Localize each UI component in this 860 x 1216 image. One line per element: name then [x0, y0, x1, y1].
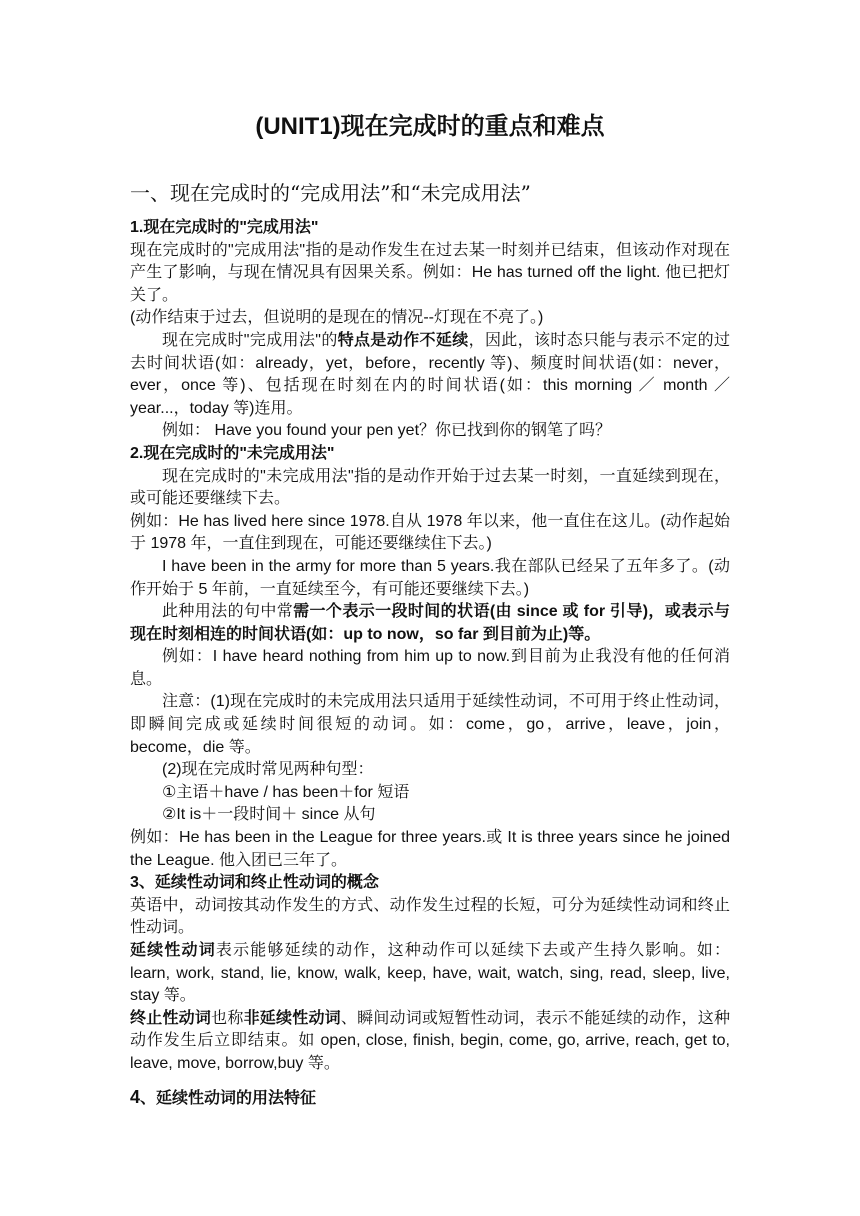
paragraph	[130, 1008, 730, 1076]
document-body	[130, 217, 730, 1111]
paragraph: (动作结束于过去，但说明的是现在的情况--灯现在不亮了。)	[130, 309, 544, 327]
heading-text: 、延续性动词的用法特征	[140, 1089, 317, 1107]
section-heading: 一、现在完成时的“完成用法”和“未完成用法”	[130, 181, 531, 205]
bold-text-run: 特点是动作不延续	[337, 331, 469, 349]
text-run: 此种用法的句中常	[162, 603, 294, 621]
paragraph: 例如： Have you found your pen yet？你已找到你的钢笔了吗？	[162, 422, 612, 440]
paragraph: 现在完成时的"完成用法"指的是动作发生在过去某一时刻并已结束，但该动作对现在产生了影响，与现在情况具有因果关系。例如：He has turned off the light. 他已把灯关了。	[130, 241, 730, 304]
subsection-heading-2: 2.现在完成时的"未完成用法"	[130, 444, 335, 462]
bold-text-run: 非延续性动词	[243, 1009, 341, 1027]
paragraph: 例如：He has been in the League for three years.或 It is three years since he joined the League. 他入团已三年了。	[130, 829, 730, 869]
bold-text-run: 延续性动词	[130, 942, 216, 959]
text-run: 、瞬间动词或短暂性动词，表示不能延续的动作，这种动作发生后立即结束。如 open, close, finish, begin, come, go, arrive, reach, get to, leave, move, borrow,buy 等。	[130, 1009, 730, 1072]
subsection-heading-4	[130, 1085, 730, 1111]
paragraph: 现在完成时的"未完成用法"指的是动作开始于过去某一时刻，一直延续到现在，或可能还要继续下去。	[130, 467, 730, 508]
paragraph: ②It is＋一段时间＋ since 从句	[162, 806, 376, 824]
subsection-heading-3: 3、延续性动词和终止性动词的概念	[130, 874, 379, 892]
paragraph: 例如：He has lived here since 1978.自从 1978 年以来，他一直住在这儿。(动作起始于 1978 年，一直住到现在，可能还要继续住下去。)	[130, 512, 730, 553]
text-run: 现在完成时"完成用法"的	[162, 331, 338, 349]
heading-number: 4	[130, 1086, 141, 1107]
bold-text-run: 终止性动词	[130, 1009, 212, 1027]
paragraph: I have been in the army for more than 5 years.我在部队已经呆了五年多了。(动作开始于 5 年前，一直延续至今，有可能还要继续下去。)	[130, 557, 730, 598]
paragraph: 注意：(1)现在完成时的未完成用法只适用于延续性动词，不可用于终止性动词，即瞬间完成或延续时间很短的动词。如：come，go，arrive，leave，join，become，die 等。	[130, 693, 730, 756]
paragraph: (2)现在完成时常见两种句型：	[162, 761, 374, 779]
text-run: ，因此，该时态只能与表示不定的过去时间状语(如：already，yet，before，recently 等)、频度时间状语(如：never，ever，once 等)、包括现在时刻在内的时间状语(如：this morning ／ month ／year...，today 等)连用。	[130, 331, 730, 417]
text-run: 也称	[211, 1009, 244, 1027]
paragraph: ①主语＋have / has been＋for 短语	[162, 783, 410, 801]
paragraph	[130, 330, 730, 420]
paragraph	[130, 940, 730, 1008]
paragraph	[130, 601, 730, 646]
text-run: 表示能够延续的动作，这种动作可以延续下去或产生持久影响。如：learn, work, stand, lie, know, walk, keep, have, wait, watch, sing, read, sleep, live, stay 等。	[130, 942, 730, 1005]
page-title: (UNIT1)现在完成时的重点和难点	[255, 113, 605, 140]
paragraph: 例如：I have heard nothing from him up to now.到目前为止我没有他的任何消息。	[130, 648, 730, 688]
subsection-heading-1: 1.现在完成时的"完成用法"	[130, 219, 319, 236]
paragraph: 英语中，动词按其动作发生的方式、动作发生过程的长短，可分为延续性动词和终止性动词。	[130, 896, 730, 937]
bold-text-run: 需一个表示一段时间的状语(由 since 或 for 引导)，或表示与现在时刻相连的时间状语(如：up to now，so far 到目前为止)等。	[130, 603, 730, 643]
